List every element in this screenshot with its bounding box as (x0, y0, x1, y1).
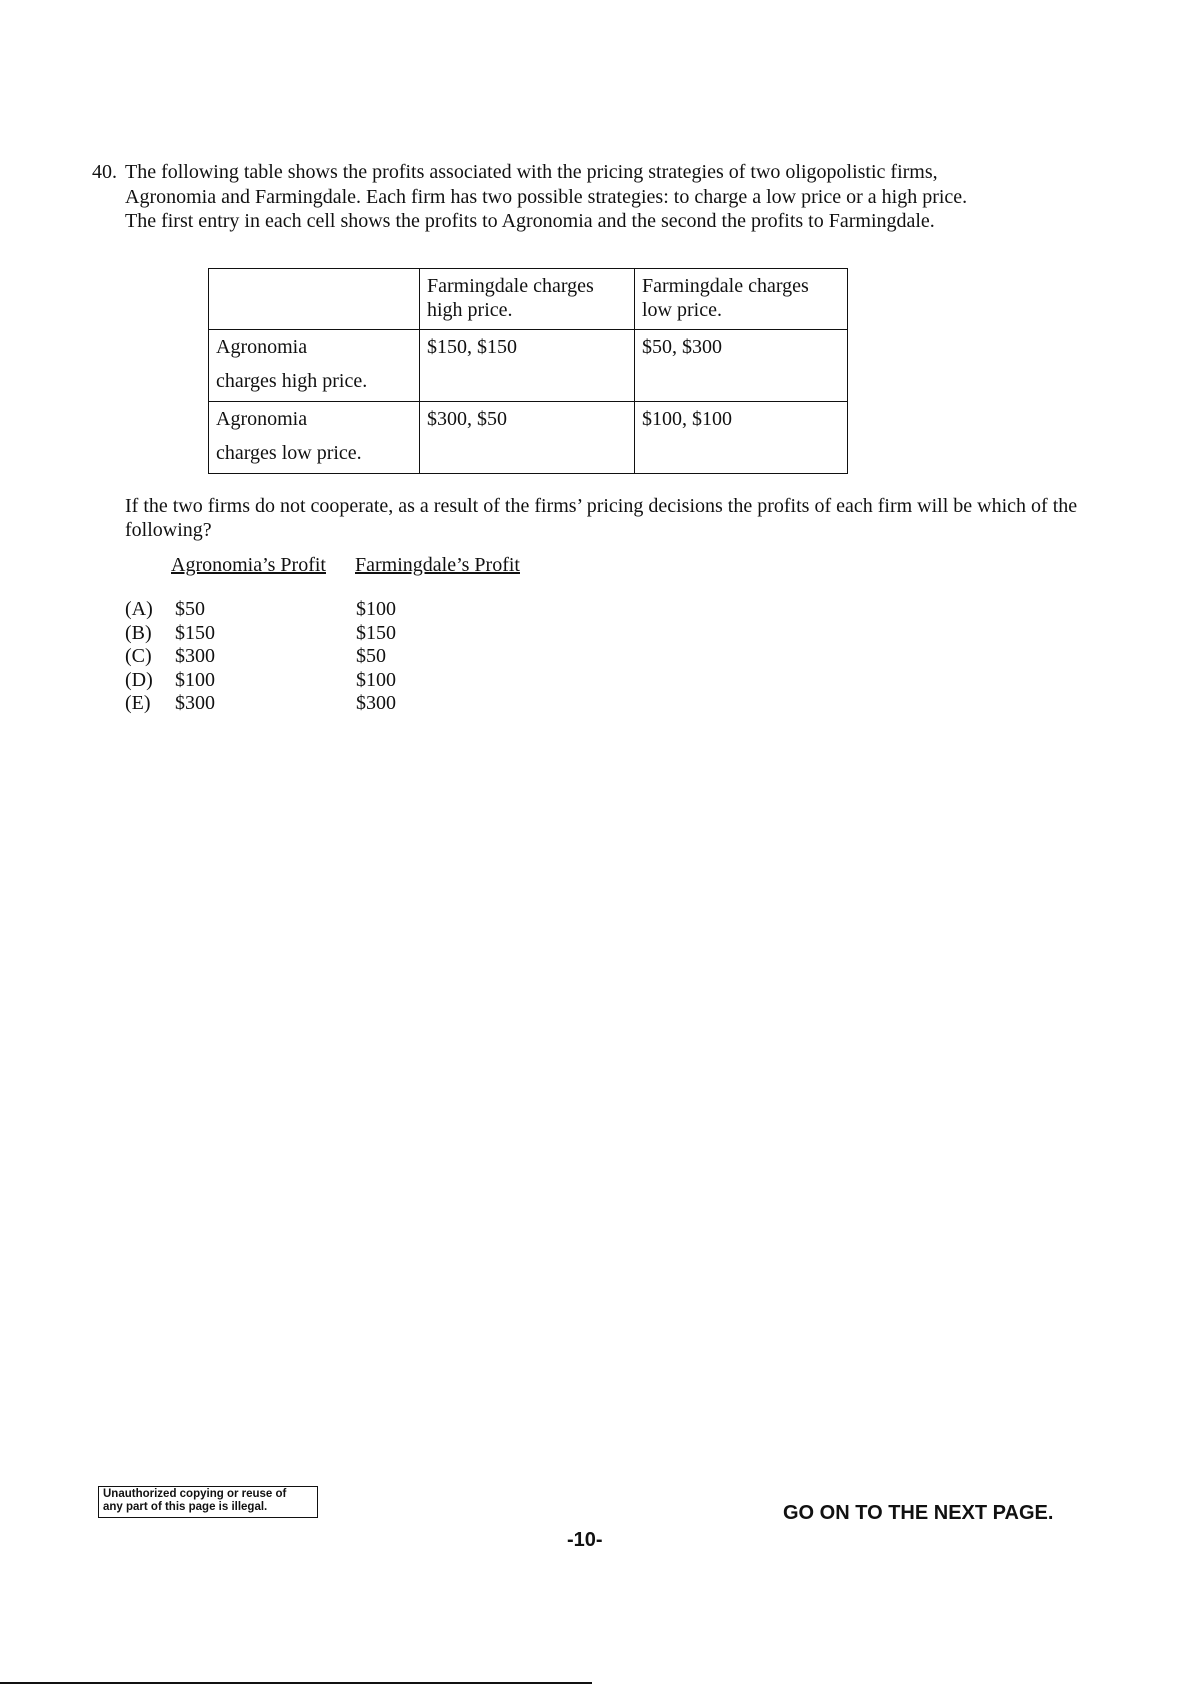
choice-farmingdale-profit: $100 (356, 598, 396, 620)
choice-letter: (A) (125, 598, 153, 620)
payoff-cell: $150, $150 (420, 330, 635, 402)
bottom-divider (0, 1682, 592, 1684)
column-header-agronomia: Agronomia’s Profit (171, 554, 326, 576)
question-stem (125, 160, 1092, 234)
choice-letter: (B) (125, 621, 152, 644)
table-row (209, 330, 848, 402)
row-label-agronomia-low (209, 402, 420, 474)
choice-farmingdale-profit: $150 (356, 621, 396, 644)
header-farmingdale-low: Farmingdale charges low price. (635, 269, 848, 330)
payoff-cell: $100, $100 (635, 402, 848, 474)
choice-farmingdale-profit: $50 (356, 645, 386, 667)
row-label-agronomia-high (209, 330, 420, 402)
notice-line: any part of this page is illegal. (103, 1501, 268, 1513)
choice-letter: (D) (125, 668, 153, 691)
notice-line: Unauthorized copying or reuse of (103, 1488, 287, 1500)
page-number: -10- (567, 1529, 603, 1551)
stem-line: The following table shows the profits associated with the pricing strategies of two oligopolistic firms, (125, 161, 938, 183)
payoff-cell: $300, $50 (420, 402, 635, 474)
choice-agronomia-profit: $50 (175, 598, 205, 620)
column-header-farmingdale: Farmingdale’s Profit (355, 554, 520, 576)
choice-farmingdale-profit: $100 (356, 668, 396, 691)
stem-line: Agronomia and Farmingdale. Each firm has two possible strategies: to charge a low price or a high price. (125, 185, 968, 208)
header-farmingdale-high: Farmingdale charges high price. (420, 269, 635, 330)
row-label-line: Agronomia (216, 408, 308, 430)
question-40 (92, 160, 1092, 234)
next-page-instruction: GO ON TO THE NEXT PAGE. (783, 1502, 1054, 1524)
choice-agronomia-profit: $300 (175, 692, 215, 714)
choice-farmingdale-profit: $300 (356, 692, 396, 714)
table-corner-cell (209, 269, 420, 330)
table-row (209, 402, 848, 474)
row-label-line: charges high price. (216, 370, 368, 392)
choice-letter: (C) (125, 645, 152, 667)
choice-letter: (E) (125, 692, 151, 714)
followup-question: If the two firms do not cooperate, as a result of the firms’ pricing decisions the profits of each firm will be which of the following? (125, 495, 1078, 541)
payoff-cell: $50, $300 (635, 330, 848, 402)
choice-agronomia-profit: $300 (175, 645, 215, 667)
row-label-line: Agronomia (216, 336, 308, 358)
choice-agronomia-profit: $100 (175, 668, 215, 691)
copyright-notice (98, 1486, 318, 1518)
payoff-table (208, 268, 848, 474)
row-label-line: charges low price. (216, 442, 362, 464)
question-number: 40. (92, 161, 117, 183)
choice-agronomia-profit: $150 (175, 621, 215, 644)
stem-line: The first entry in each cell shows the profits to Agronomia and the second the profits to Farmingdale. (125, 210, 935, 232)
table-header-row (209, 269, 848, 330)
